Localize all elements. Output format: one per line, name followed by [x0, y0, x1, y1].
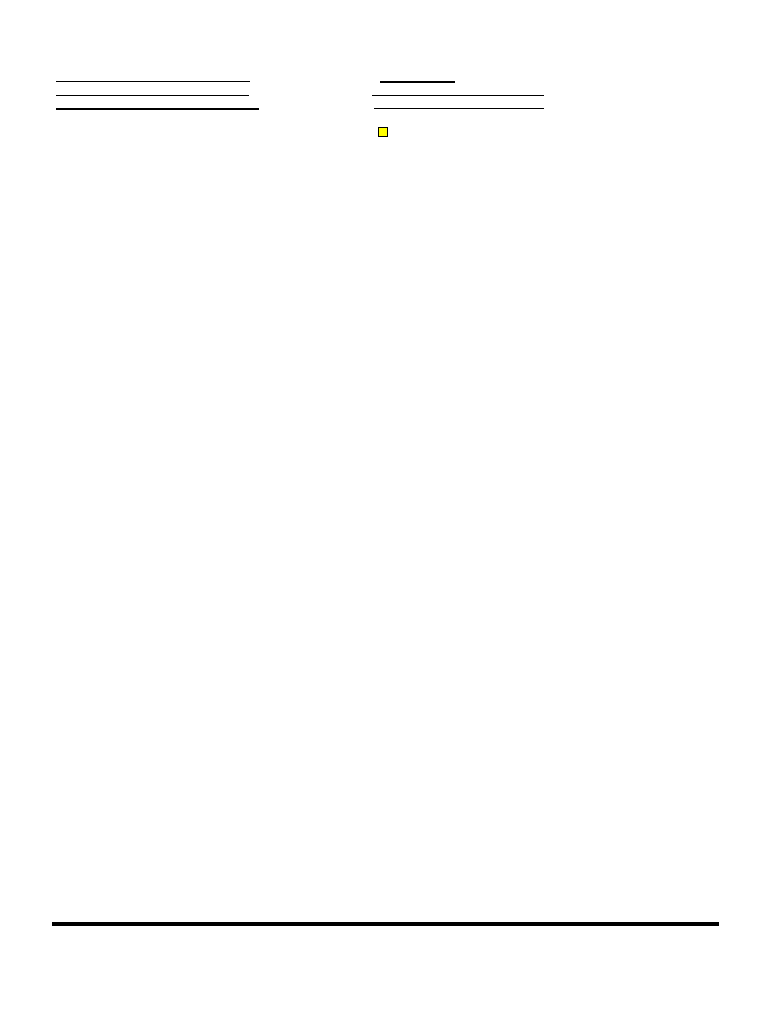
grade-field[interactable] [372, 71, 455, 86]
home-phone-field[interactable] [56, 98, 259, 113]
address-cctl-city [53, 925, 275, 926]
address-crossroads-city [275, 925, 497, 926]
city-zip-line[interactable] [372, 85, 544, 96]
home-address-line[interactable] [56, 85, 249, 96]
parent-cell-line[interactable] [374, 98, 544, 109]
no-transportation-checkbox[interactable] [378, 127, 388, 137]
address-asec-city [497, 925, 719, 926]
grade-line[interactable] [380, 71, 455, 83]
student-name-field[interactable] [56, 71, 250, 85]
parent-cell-field[interactable] [374, 98, 544, 112]
city-zip-field[interactable] [372, 85, 544, 99]
home-phone-line[interactable] [56, 98, 259, 110]
address-row-3 [53, 925, 719, 926]
student-name-line[interactable] [56, 71, 250, 82]
program-addresses-table [52, 922, 719, 926]
no-transportation-option[interactable] [0, 126, 770, 138]
home-address-field[interactable] [56, 85, 249, 99]
